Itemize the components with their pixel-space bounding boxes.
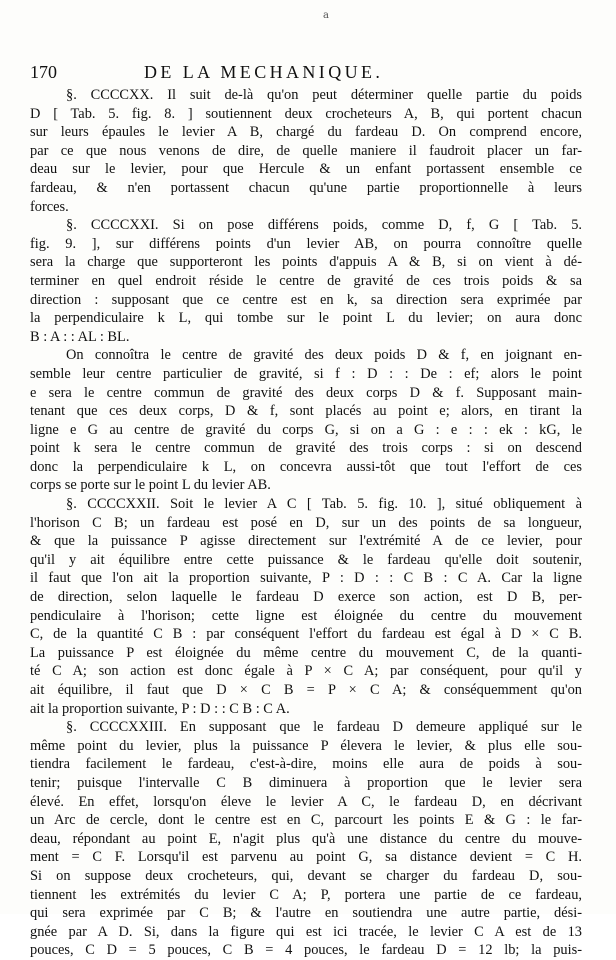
text-line: §. CCCCXXII. Soit le levier A C [ Tab. 5. fig. 10. ], situé obliquement à — [66, 496, 582, 513]
text-line: ment = C F. Lorsqu'il est parvenu au point G, sa distance devient = C H. — [30, 849, 582, 866]
text-line: §. CCCCXXI. Si on pose différens poids, comme D, f, G [ Tab. 5. — [66, 217, 582, 234]
text-line: tiendra facilement le fardeau, c'est-à-dire, moins elle aura de poids à sou- — [30, 756, 582, 773]
printer-mark: a — [323, 10, 329, 21]
text-line: té C A; son action est donc égale à P × C A; par conséquent, pour qu'il y — [30, 663, 582, 680]
text-line: qui sera exprimée par C B; & l'autre en soutiendra une autre partie, dési- — [30, 905, 582, 922]
text-line: tenir; puisque l'intervalle C B diminuera à proportion que le levier sera — [30, 774, 582, 791]
text-line: tiennent les extrémités du levier C A; P, portera une partie de ce fardeau, — [30, 886, 582, 903]
text-line: même point du levier, plus la puissance P élevera le levier, & plus elle sou- — [30, 737, 582, 754]
page-header — [30, 62, 582, 88]
text-line: donc la perpendiculaire k L, on concevra aussi-tôt que tout l'effort de ces — [30, 458, 582, 475]
text-line: deau, répondant au point E, n'agit plus qu'à une distance du centre du mouve- — [30, 830, 582, 847]
text-line: un Arc de cercle, dont le centre est en C, parcourt les points E & G : le far- — [30, 812, 582, 829]
text-line: direction : supposant que ce centre est en k, sa direction sera exprimée par — [30, 291, 582, 308]
text-line: ait équilibre, il faut que D × C B = P × C A; & conséquemment qu'on — [30, 682, 582, 698]
text-line: C, de la quantité C B : par conséquent l'effort du fardeau est égal à D × C B. — [30, 626, 582, 643]
text-line: tenant que ces deux corps, D & f, sont placés au point e; alors, en tirant la — [30, 403, 582, 420]
text-line: élevé. En effet, lorsqu'on éleve le levier A C, le fardeau D, en décrivant — [30, 793, 582, 810]
text-line: par ce que nous venons de dire, de quelle maniere il faudroit placer un far- — [30, 142, 582, 159]
text-line: §. CCCCXX. Il suit de-là qu'on peut déterminer quelle partie du poids — [66, 87, 582, 103]
text-line: e sera le centre commun de gravité des deux corps D & f. Supposant main- — [30, 384, 582, 401]
text-line: qu'il y ait équilibre entre cette puissance & le fardeau qu'elle doit soutenir, — [30, 551, 582, 568]
text-line: La puissance P est éloignée du même centre du mouvement C, de la quanti- — [30, 644, 582, 661]
text-line: & que la puissance P agisse directement sur l'extrémité A de ce levier, pour — [30, 533, 582, 550]
text-line: pendiculaire à l'horison; cette ligne est éloignée du centre du mouvement — [30, 607, 582, 624]
running-title: DE LA MECHANIQUE. — [144, 62, 384, 82]
text-line: sera la charge que supporteront les points d'appuis A & B, si on vient à dé- — [30, 254, 582, 271]
text-line: corps se porte sur le point L du levier AB. — [30, 477, 271, 494]
text-line: deau sur le levier, pour que Hercule & un enfant portassent ensemble ce — [30, 161, 582, 178]
text-line: D [ Tab. 5. fig. 8. ] soutiennent deux crocheteurs A, B, qui portent chacun — [30, 105, 582, 122]
text-line: sur leurs épaules le levier A B, chargé du fardeau D. On comprend encore, — [30, 124, 582, 141]
text-line: B : A : : AL : BL. — [30, 328, 130, 345]
text-line: On connoîtra le centre de gravité des deux poids D & f, en joignant en- — [66, 347, 582, 364]
text-line: ligne e G au centre de gravité du corps G, si on a G : e : : ek : kG, le — [30, 421, 582, 438]
text-line: il faut que l'on ait la proportion suivante, P : D : : C B : C A. Car la ligne — [30, 570, 582, 587]
text-line: Si on suppose deux crocheteurs, qui, devant se charger du fardeau D, sou- — [30, 867, 582, 884]
text-line: gnée par A D. Si, dans la figure qui est ici tracée, le levier C A est de 13 — [30, 923, 582, 940]
text-line: terminer en quel endroit réside le centre de gravité de ces trois poids & sa — [30, 272, 582, 289]
text-line: fig. 9. ], sur différens points d'un levier AB, on pourra connoître quelle — [30, 235, 582, 252]
text-line: point k sera le centre commun de gravité des trois corps : si on descend — [30, 440, 582, 457]
page-number: 170 — [30, 62, 57, 82]
text-line: l'horison C B; un fardeau est posé en D, sur un des points de sa longueur, — [30, 514, 582, 531]
text-line: de direction, selon laquelle le fardeau D exerce son action, est D B, per- — [30, 589, 582, 606]
text-line: pouces, C D = 5 pouces, C B = 4 pouces, le fardeau D = 12 lb; la puis- — [30, 942, 582, 959]
text-line: ait la proportion suivante, P : D : : C B : C A. — [30, 700, 290, 717]
text-line: semble leur centre particulier de gravité, si f : D : : De : ef; alors le point — [30, 365, 582, 382]
text-line: la perpendiculaire k L, qui tombe sur le point L du levier; on aura donc — [30, 310, 582, 327]
text-line: forces. — [30, 198, 69, 215]
body-text — [30, 86, 582, 960]
text-line: §. CCCCXXIII. En supposant que le fardeau D demeure appliqué sur le — [66, 719, 582, 736]
text-line: fardeau, & n'en portassent chacun qu'une partie proportionnelle à leurs — [30, 179, 582, 196]
